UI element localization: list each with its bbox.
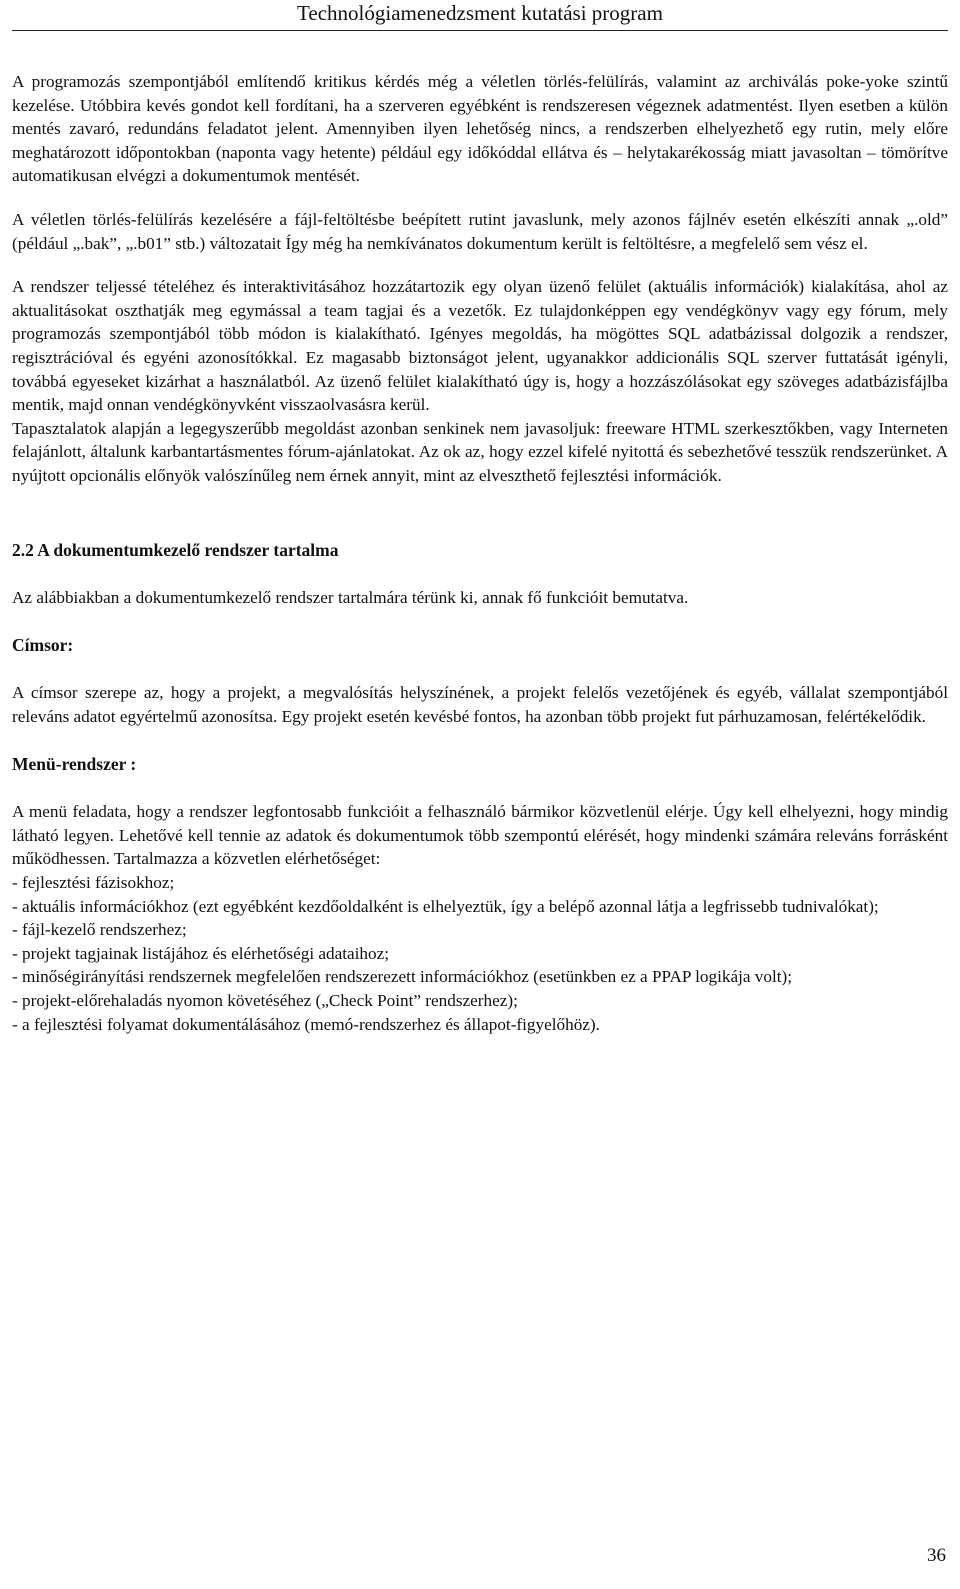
menu-text: A menü feladata, hogy a rendszer legfontosabb funkcióit a felhasználó bármikor közvetlenül elérje. Úgy kell elhelyezni, hogy mindig látható legyen. Lehetővé kell tennie az adatok és dokumentumok több szempontú elérését, hogy mindenki számára releváns forrásként működhessen. Tartalmazza a közvetlen elérhetőséget: xyxy=(12,802,948,869)
list-item: - projekt tagjainak listájához és elérhetőségi adataihoz; xyxy=(12,943,390,963)
cimsor-heading: Címsor: xyxy=(12,635,74,656)
menu-access-list xyxy=(12,871,948,1036)
paragraph-recommendation: Tapasztalatok alapján a legegyszerűbb megoldást azonban senkinek nem javasoljuk: freeware HTML szerkesztőkben, vagy Interneten felajánlott, általunk karbantartásmentes fórum-ajánlatokat. Az ok az, hogy ezzel kifelé nyitottá és sebezhetővé tesszük rendszerünket. A nyújtott opcionális előnyök valószínűleg nem érnek annyit, mint az elveszthető fejlesztési információk. xyxy=(12,418,948,485)
list-item: - a fejlesztési folyamat dokumentálásához (memó-rendszerhez és állapot-figyelőhöz). xyxy=(12,1014,600,1034)
paragraph-archiving: A programozás szempontjából említendő kritikus kérdés még a véletlen törlés-felülírás, valamint az archiválás poke-yoke szintű kezelése. Utóbbira kevés gondot kell fordítani, ha a szerveren egyébként is rendszeresen végeznek adatmentést. Ilyen esetben a külön mentés zavaró, redundáns feladatot jelent. Amennyiben ilyen lehetőség nincs, a rendszerben elhelyezhető egy rutin, mely előre meghatározott időpontokban (naponta vagy hetente) például egy időkóddal ellátva és – helytakarékosság miatt javasoltan – tömörítve automatikusan elvégzi a dokumentumok mentését. xyxy=(12,72,948,186)
paragraph-message-board: A rendszer teljessé tételéhez és interaktivitásához hozzátartozik egy olyan üzenő felület (aktuális információk) kialakítása, ahol az aktualitásokat oszthatják meg egymással a team tagjai és a vezetők. Ez tulajdonképpen egy vendégkönyv vagy egy fórum, mely programozás szempontjából több módon is kialakítható. Igényes megoldás, ha mögöttes SQL adatbázissal dolgozik a rendszer, regisztrációval és egyéni azonosítókkal. Ez magasabb biztonságot jelent, ugyanakkor addicionális SQL szerver futtatását igényli, továbbá egyeseket kizárhat a használatból. Az üzenő felület kialakítható úgy is, hogy a hozzászólásokat egy szöveges adatbázisfájlba mentik, majd onnan vendégkönyvként visszaolvasásra kerül. xyxy=(12,277,948,415)
page-number: 36 xyxy=(927,1545,946,1566)
page-content xyxy=(12,70,948,1036)
list-item: - fejlesztési fázisokhoz; xyxy=(12,873,175,893)
paragraph-overwrite-handling: A véletlen törlés-felülírás kezelésére a fájl-feltöltésbe beépített rutint javaslunk, mely azonos fájlnév esetén elkészíti annak „.old” (például „.bak”, „.b01” stb.) változatait Így még ha nemkívánatos dokumentum került is feltöltésre, a megfelelő sem vész el. xyxy=(12,209,948,253)
list-item: - aktuális információkhoz (ezt egyébként kezdőoldalként is elhelyeztük, így a belépő azonnal látja a legfrissebb tudnivalókat); xyxy=(12,896,879,916)
list-item: - fájl-kezelő rendszerhez; xyxy=(12,920,187,940)
menu-heading: Menü-rendszer : xyxy=(12,754,137,775)
section-intro: Az alábbiakban a dokumentumkezelő rendszer tartalmára térünk ki, annak fő funkcióit bemutatva. xyxy=(12,587,689,607)
cimsor-text: A címsor szerepe az, hogy a projekt, a megvalósítás helyszínének, a projekt felelős vezetőjének és egyéb, vállalat szempontjából releváns adatot egyértelmű azonosítsa. Egy projekt esetén kevésbé fontos, ha azonban több projekt fut párhuzamosan, felértékelődik. xyxy=(12,683,948,726)
running-header: Technológiamenedzsment kutatási program xyxy=(12,0,948,31)
list-item: - minőségirányítási rendszernek megfelelően rendszerezett információkhoz (esetünkben ez a PPAP logikája volt); xyxy=(12,967,793,987)
list-item: - projekt-előrehaladás nyomon követéséhez („Check Point” rendszerhez); xyxy=(12,991,518,1011)
section-heading: 2.2 A dokumentumkezelő rendszer tartalma xyxy=(12,539,339,560)
